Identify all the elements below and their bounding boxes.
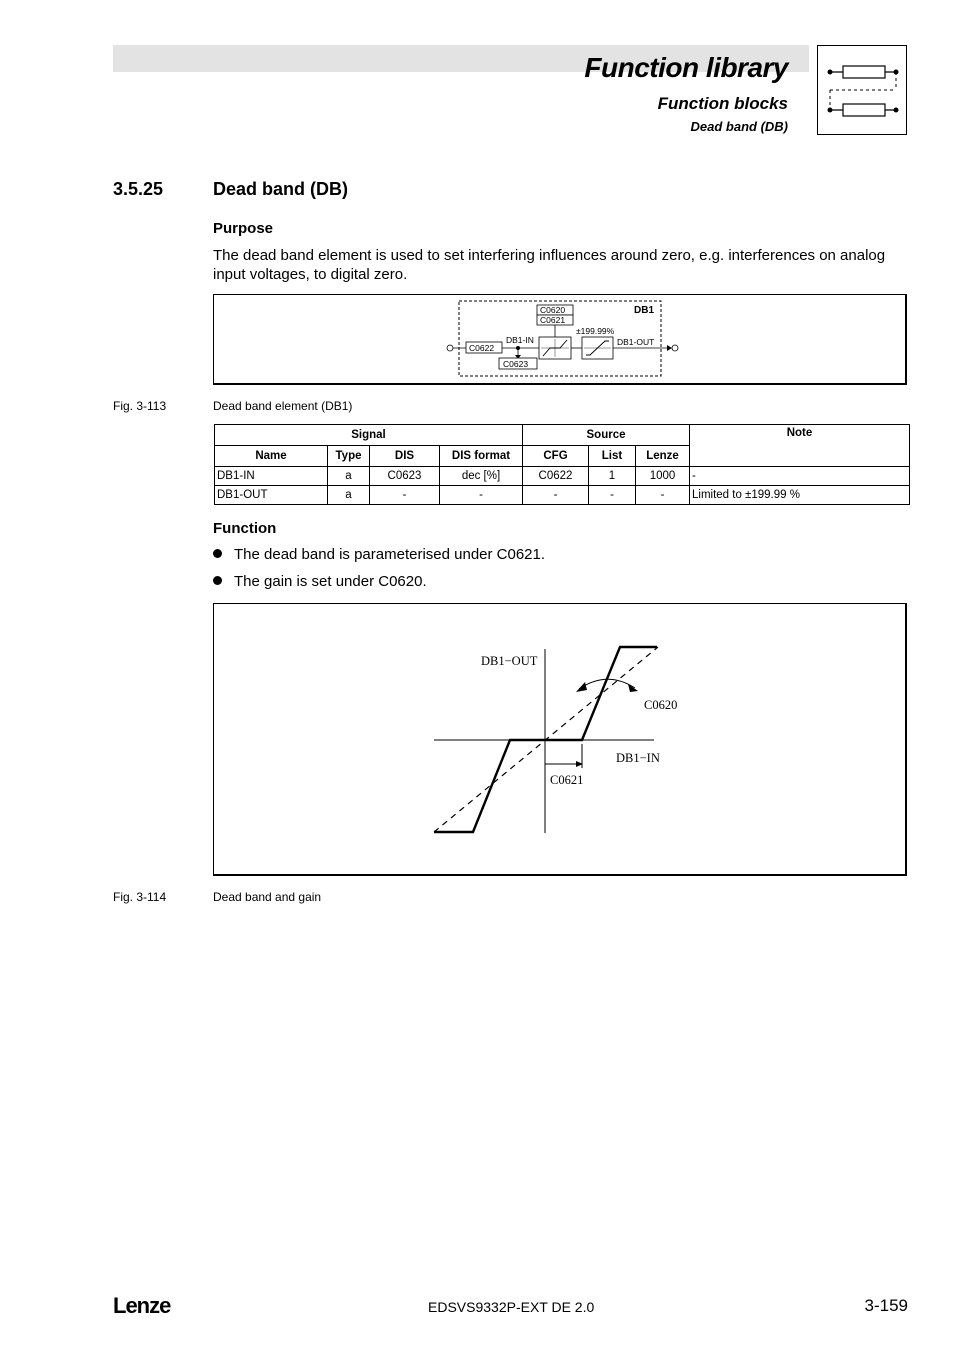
fig114-caption-number: Fig. 3-114 <box>113 890 167 904</box>
group-source-header: Source <box>523 425 690 446</box>
purpose-text: The dead band element is used to set interfering influences around zero, e.g. interferences on analog input voltages, to digital zero. <box>213 247 886 283</box>
table-row <box>215 467 910 486</box>
cell-type: a <box>328 467 370 486</box>
fig113-caption-text: Dead band element (DB1) <box>213 399 353 413</box>
code-gain-label: C0620 <box>540 305 566 315</box>
label-c0620: C0620 <box>644 698 678 712</box>
function-heading: Function <box>213 520 277 537</box>
cell-note: Limited to ±199.99 % <box>690 486 910 505</box>
document-id: EDSVS9332P-EXT DE 2.0 <box>428 1299 595 1315</box>
code-cfg-label: C0622 <box>469 343 495 353</box>
cell-name: DB1-IN <box>215 467 328 486</box>
page-subsubtitle: Dead band (DB) <box>690 119 788 134</box>
cell-cfg: C0622 <box>523 467 589 486</box>
cell-dis: C0623 <box>370 467 440 486</box>
fig114-caption-text: Dead band and gain <box>213 890 322 904</box>
output-label: DB1-OUT <box>617 337 655 347</box>
table-row <box>215 486 910 505</box>
code-dis-label: C0623 <box>503 359 529 369</box>
block-name-label: DB1 <box>634 305 655 316</box>
code-deadband-label: C0621 <box>540 315 566 325</box>
cell-cfg: - <box>523 486 589 505</box>
cell-list: - <box>589 486 636 505</box>
cell-name: DB1-OUT <box>215 486 328 505</box>
group-signal-header: Signal <box>215 425 523 446</box>
list-item <box>213 546 545 563</box>
figure-dead-band-gain <box>213 603 907 876</box>
brand-logo: Lenze <box>113 1293 171 1318</box>
function-block-icon <box>817 45 907 135</box>
label-db1-in: DB1−IN <box>616 751 660 765</box>
input-label: DB1-IN <box>506 335 534 345</box>
fig113-caption-number: Fig. 3-113 <box>113 399 167 413</box>
cell-lenze: 1000 <box>636 467 690 486</box>
list-item <box>213 573 427 590</box>
col-header-name: Name <box>215 446 328 467</box>
cell-dis-format: - <box>440 486 523 505</box>
col-header-dis: DIS <box>370 446 440 467</box>
page-subtitle: Function blocks <box>657 94 788 113</box>
bullet-text: The gain is set under C0620. <box>234 573 427 590</box>
label-db1-out: DB1−OUT <box>481 654 538 668</box>
cell-dis: - <box>370 486 440 505</box>
cell-note: - <box>690 467 910 486</box>
page-number: 3-159 <box>864 1296 908 1315</box>
figure-db1-block <box>213 294 907 385</box>
col-header-dis-format: DIS format <box>440 446 523 467</box>
limit-label: ±199.99% <box>576 326 615 336</box>
cell-type: a <box>328 486 370 505</box>
group-note-header: Note <box>690 425 910 467</box>
bullet-text: The dead band is parameterised under C0621. <box>234 546 546 563</box>
col-header-list: List <box>589 446 636 467</box>
label-c0621: C0621 <box>550 773 584 787</box>
cell-lenze: - <box>636 486 690 505</box>
col-header-type: Type <box>328 446 370 467</box>
bullet-icon <box>213 549 222 558</box>
section-number: 3.5.25 <box>113 179 164 199</box>
bullet-icon <box>213 576 222 585</box>
col-header-cfg: CFG <box>523 446 589 467</box>
col-header-lenze: Lenze <box>636 446 690 467</box>
purpose-heading: Purpose <box>213 220 274 237</box>
signal-table <box>214 424 910 505</box>
section-title: Dead band (DB) <box>213 179 348 199</box>
page-title: Function library <box>584 52 788 83</box>
cell-dis-format: dec [%] <box>440 467 523 486</box>
cell-list: 1 <box>589 467 636 486</box>
